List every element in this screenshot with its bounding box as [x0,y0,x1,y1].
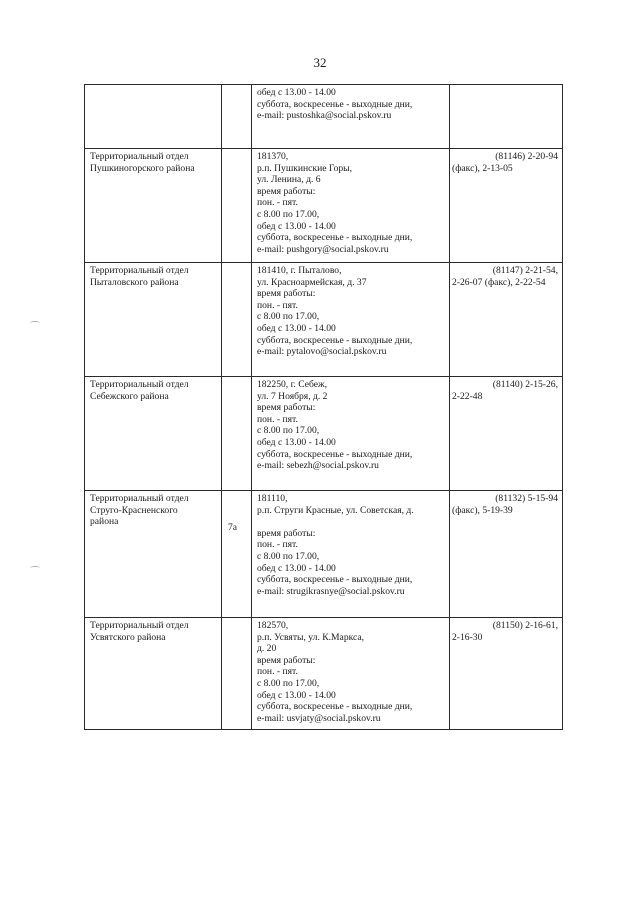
phone-cell [450,618,563,730]
address-line: ул. 7 Ноября, д. 2 [257,390,328,402]
address-line: суббота, воскресенье - выходные дни, [257,232,413,244]
page-number: 32 [313,55,327,70]
address-line [257,516,445,528]
address-line: пон. - пят. [257,299,298,311]
phone-cell [450,377,563,491]
address-line: обед с 13.00 - 14.00 [257,436,336,448]
address-cell [252,263,450,377]
spacer-cell [222,618,252,730]
phone-line: 2-22-48 [452,390,483,402]
address-line: суббота, воскресенье - выходные дни, [257,574,413,586]
address-line: с 8.00 по 17.00, [257,677,320,689]
department-name-line: Усвятского района [90,631,166,643]
address-line: пон. - пят. [257,666,298,678]
department-name-line: Территориальный отдел [90,151,189,162]
department-name-cell [85,263,222,377]
phone-cell [450,263,563,377]
email-line: e-mail: pushgory@social.pskov.ru [257,243,389,255]
address-line: обед с 13.00 - 14.00 [257,87,336,98]
address-line: д. 20 [257,643,277,655]
department-name-line: Пыталовского района [90,276,179,288]
table-row [85,618,563,730]
address-line: 182250, г. Себеж, [257,379,328,390]
margin-mark: ⌒ [30,567,40,578]
department-name-line: Пушкиногорского района [90,162,195,174]
department-name-cell [85,85,222,149]
address-line: с 8.00 по 17.00, [257,425,320,437]
address-cell [252,491,450,618]
address-line: обед с 13.00 - 14.00 [257,220,336,232]
address-line: ул. Красноармейская, д. 37 [257,276,367,288]
address-line: р.п. Струги Красные, ул. Советская, д. [257,504,414,516]
margin-mark: ⌒ [30,322,40,333]
address-line: пон. - пят. [257,197,298,209]
phone-line: (81132) 5-15-94 [495,493,558,504]
address-line: время работы: [257,527,316,539]
email-line: e-mail: sebezh@social.pskov.ru [257,460,379,472]
phone-line: (81140) 2-15-26, [492,379,558,390]
phone-cell [450,85,563,149]
address-cell [252,149,450,263]
address-line: время работы: [257,402,316,414]
spacer-cell [222,149,252,263]
address-line: обед с 13.00 - 14.00 [257,322,336,334]
spacer-cell [222,85,252,149]
table-row [85,491,563,618]
department-name-cell [85,618,222,730]
address-line: 182570, [257,620,289,631]
address-line: 181370, [257,151,289,162]
department-name-line: Территориальный отдел [90,620,189,631]
email-line: e-mail: strugikrasnye@social.pskov.ru [257,585,405,597]
address-line: пон. - пят. [257,539,298,551]
department-name-line: Территориальный отдел [90,265,189,276]
contacts-table-body [85,85,563,730]
address-line: 181410, г. Пыталово, [257,265,342,276]
table-row [85,377,563,491]
address-line: обед с 13.00 - 14.00 [257,562,336,574]
department-name-line: Территориальный отдел [90,493,189,504]
phone-line: 2-16-30 [452,631,483,643]
address-line: ул. Ленина, д. 6 [257,174,321,186]
address-line: время работы: [257,185,316,197]
phone-line: (81146) 2-20-94 [495,151,558,162]
phone-cell [450,491,563,618]
table-row [85,149,563,263]
email-line: e-mail: pustoshka@social.pskov.ru [257,110,392,122]
department-name-cell [85,377,222,491]
address-line: пон. - пят. [257,413,298,425]
table-row [85,263,563,377]
phone-line: (факс), 2-13-05 [452,162,513,174]
phone-line: 2-26-07 (факс), 2-22-54 [452,276,546,288]
address-cell [252,618,450,730]
address-line: суббота, воскресенье - выходные дни, [257,701,413,713]
spacer-cell [222,263,252,377]
address-cell [252,85,450,149]
address-line: с 8.00 по 17.00, [257,550,320,562]
address-line: суббота, воскресенье - выходные дни, [257,334,413,346]
contacts-table [84,84,563,730]
address-continuation: 7а [228,522,238,533]
department-name-line: Себежского района [90,390,169,402]
phone-line: (факс), 5-19-39 [452,504,513,516]
department-name-line: Струго-Красненского [90,504,178,516]
email-line: e-mail: pytalovo@social.pskov.ru [257,346,387,358]
address-line: суббота, воскресенье - выходные дни, [257,448,413,460]
department-name-cell [85,149,222,263]
spacer-cell [222,491,252,618]
address-line: 181110, [257,493,288,504]
address-line: суббота, воскресенье - выходные дни, [257,98,413,110]
spacer-cell [222,377,252,491]
address-line: обед с 13.00 - 14.00 [257,689,336,701]
address-line: с 8.00 по 17.00, [257,208,320,220]
address-line: с 8.00 по 17.00, [257,311,320,323]
phone-line: (81150) 2-16-61, [492,620,558,631]
address-line: время работы: [257,288,316,300]
email-line: e-mail: usvjaty@social.pskov.ru [257,712,381,724]
department-name-line: Территориальный отдел [90,379,189,390]
phone-line: (81147) 2-21-54, [492,265,558,276]
address-line: время работы: [257,654,316,666]
address-cell [252,377,450,491]
department-name-line: района [90,516,119,528]
department-name-cell [85,491,222,618]
table-row [85,85,563,149]
phone-cell [450,149,563,263]
address-line: р.п. Усвяты, ул. К.Маркса, [257,631,365,643]
address-line: р.п. Пушкинские Горы, [257,162,353,174]
